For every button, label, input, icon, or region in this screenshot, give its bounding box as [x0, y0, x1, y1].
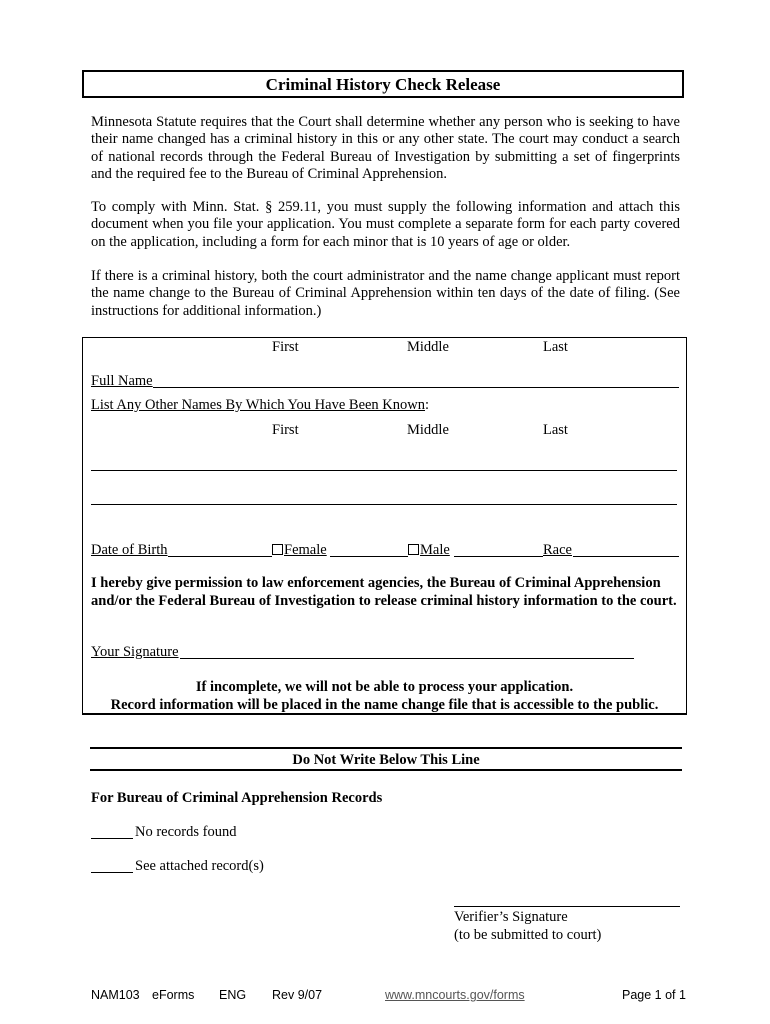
male-checkbox[interactable] — [408, 544, 419, 555]
male-option[interactable]: Male — [408, 542, 450, 559]
intro-paragraph-1: Minnesota Statute requires that the Court shall determine whether any person who is seeking to have their name changed has a criminal history in this or any other state. The court may conduct a search of national records through the Federal Bureau of Investigation by submitting a set of fingerprints and the required fee to the Bureau of Criminal Apprehension. — [91, 114, 680, 182]
column-middle-2: Middle — [407, 422, 449, 438]
bca-heading: For Bureau of Criminal Apprehension Records — [91, 790, 383, 806]
female-option[interactable]: Female — [272, 542, 327, 559]
signature-label: Your Signature — [91, 644, 179, 660]
footer-language: ENG — [219, 988, 247, 1002]
no-records-label: No records found — [135, 824, 237, 840]
footer-form-code: NAM103 — [91, 988, 140, 1002]
see-attached-label: See attached record(s) — [135, 858, 264, 874]
other-name-field-1[interactable] — [91, 470, 677, 471]
signature-field[interactable] — [180, 658, 634, 659]
no-records-field[interactable] — [91, 838, 133, 839]
footer-revision: Rev 9/07 — [272, 988, 323, 1002]
race-field[interactable] — [573, 556, 679, 557]
footer-url-link[interactable]: www.mncourts.gov/forms — [385, 988, 525, 1002]
verifier-signature-label: Verifier’s Signature — [454, 909, 568, 925]
dob-field[interactable] — [168, 556, 272, 557]
verifier-note: (to be submitted to court) — [454, 927, 602, 943]
verifier-signature-field[interactable] — [454, 906, 680, 907]
column-last-2: Last — [543, 422, 568, 438]
do-not-write-heading: Do Not Write Below This Line — [292, 752, 480, 768]
footer-eforms: eForms — [152, 988, 195, 1002]
male-line — [454, 556, 543, 557]
other-name-field-2[interactable] — [91, 504, 677, 505]
female-line — [330, 556, 408, 557]
divider-bottom — [90, 769, 682, 771]
incomplete-warning: If incomplete, we will not be able to process your application. Record information will be placed in the name change file that is accessible to the public. — [110, 679, 659, 713]
divider-top — [90, 747, 682, 749]
column-last: Last — [543, 339, 568, 355]
other-names-label: List Any Other Names By Which You Have Been Known: — [91, 397, 430, 413]
race-label: Race — [543, 542, 572, 558]
dob-label: Date of Birth — [91, 542, 168, 558]
page-title: Criminal History Check Release — [82, 70, 684, 98]
column-middle: Middle — [407, 339, 449, 355]
intro-paragraph-3: If there is a criminal history, both the court administrator and the name change applicant must report the name change to the Bureau of Criminal Apprehension within ten days of the date of filing. (See instructions for additional information.) — [91, 268, 680, 319]
female-checkbox[interactable] — [272, 544, 283, 555]
column-first: First — [272, 339, 299, 355]
footer-page-number: Page 1 of 1 — [622, 988, 686, 1002]
intro-paragraph-2: To comply with Minn. Stat. § 259.11, you must supply the following information and attach this document when you file your application. You must complete a separate form for each party covered on the application, including a form for each minor that is 10 years of age or older. — [91, 199, 680, 250]
column-first-2: First — [272, 422, 299, 438]
permission-statement: I hereby give permission to law enforcement agencies, the Bureau of Criminal Apprehension and/or the Federal Bureau of Investigation to release criminal history information to the court. — [91, 575, 677, 609]
full-name-field[interactable] — [153, 387, 679, 388]
see-attached-field[interactable] — [91, 872, 133, 873]
full-name-label: Full Name — [91, 373, 153, 389]
